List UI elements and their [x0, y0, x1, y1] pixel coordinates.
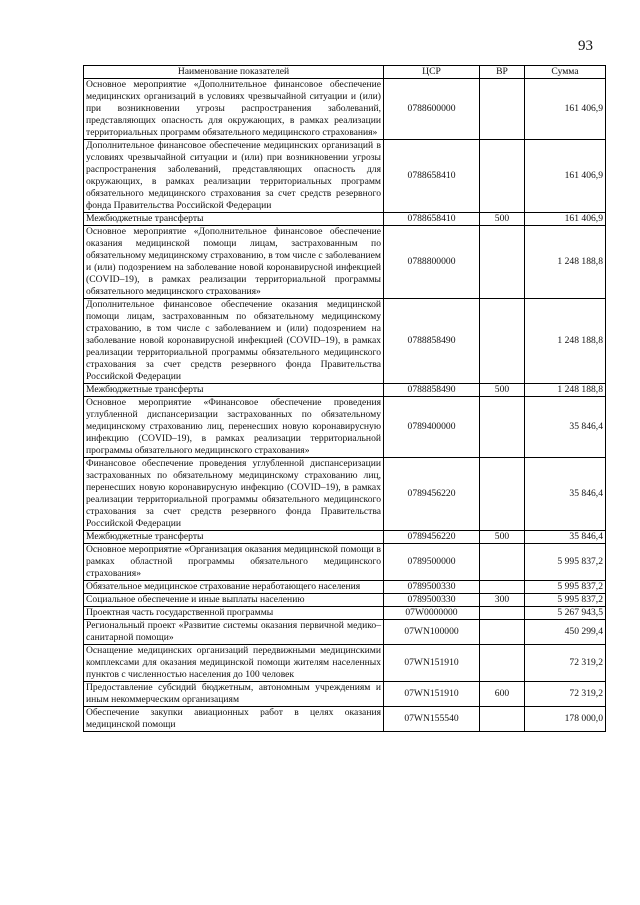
table-row [84, 299, 606, 384]
table-row [84, 458, 606, 531]
cell-csr: 0789500330 [384, 581, 480, 594]
cell-sum: 5 267 943,5 [525, 607, 606, 620]
cell-sum: 35 846,4 [525, 531, 606, 544]
cell-csr: 0788858490 [384, 384, 480, 397]
cell-name: Обязательное медицинское страхование неработающего населения [84, 581, 384, 594]
header-csr: ЦСР [384, 66, 480, 79]
cell-csr: 0788858490 [384, 299, 480, 384]
cell-vr [480, 458, 525, 531]
cell-sum: 178 000,0 [525, 707, 606, 732]
cell-sum: 1 248 188,8 [525, 226, 606, 299]
cell-sum: 450 299,4 [525, 620, 606, 645]
cell-name: Дополнительное финансовое обеспечение медицинских организаций в условиях чрезвычайной ситуации и (или) при возникновении угрозы распространения заболеваний, представляющих опасность для окружающих, в рамках реализации территориальных программ обязательного медицинского страхования за счет средств резервного фонда Правительства Российской Федерации [84, 140, 384, 213]
header-sum: Сумма [525, 66, 606, 79]
table-row [84, 607, 606, 620]
budget-table [83, 65, 606, 732]
cell-vr [480, 544, 525, 581]
cell-name: Межбюджетные трансферты [84, 213, 384, 226]
table-row [84, 397, 606, 458]
cell-vr [480, 707, 525, 732]
cell-csr: 07WN155540 [384, 707, 480, 732]
cell-vr: 500 [480, 384, 525, 397]
cell-vr: 600 [480, 682, 525, 707]
cell-vr: 300 [480, 594, 525, 607]
table-row [84, 594, 606, 607]
cell-name: Проектная часть государственной программы [84, 607, 384, 620]
cell-vr [480, 140, 525, 213]
cell-csr: 0789400000 [384, 397, 480, 458]
cell-vr [480, 645, 525, 682]
cell-name: Межбюджетные трансферты [84, 531, 384, 544]
cell-vr: 500 [480, 213, 525, 226]
table-row [84, 384, 606, 397]
cell-csr: 0789500000 [384, 544, 480, 581]
table-row [84, 620, 606, 645]
cell-sum: 161 406,9 [525, 140, 606, 213]
cell-vr [480, 226, 525, 299]
header-name: Наименование показателей [84, 66, 384, 79]
cell-name: Межбюджетные трансферты [84, 384, 384, 397]
table-row [84, 79, 606, 140]
cell-csr: 0788658410 [384, 213, 480, 226]
cell-vr [480, 581, 525, 594]
cell-name: Основное мероприятие «Организация оказания медицинской помощи в рамках областной программы обязательного медицинского страхования» [84, 544, 384, 581]
cell-sum: 1 248 188,8 [525, 299, 606, 384]
table-row [84, 226, 606, 299]
cell-sum: 161 406,9 [525, 213, 606, 226]
cell-name: Социальное обеспечение и иные выплаты населению [84, 594, 384, 607]
cell-name: Дополнительное финансовое обеспечение оказания медицинской помощи лицам, застрахованным по обязательному медицинскому страхованию, в том числе с заболеванием и (или) подозрением на заболевание новой коронавирусной инфекцией (COVID–19), в рамках реализации территориальной программы обязательного медицинского страхования за счет средств резервного фонда Правительства Российской Федерации [84, 299, 384, 384]
cell-sum: 35 846,4 [525, 397, 606, 458]
cell-csr: 07WN151910 [384, 682, 480, 707]
header-vr: ВР [480, 66, 525, 79]
cell-vr [480, 79, 525, 140]
table-row [84, 581, 606, 594]
cell-name: Предоставление субсидий бюджетным, автономным учреждениям и иным некоммерческим организациям [84, 682, 384, 707]
table-row [84, 213, 606, 226]
table-row [84, 682, 606, 707]
cell-name: Финансовое обеспечение проведения углубленной диспансеризации застрахованных по обязательному медицинскому страхованию лиц, перенесших новую коронавирусную инфекцию (COVID–19), в рамках реализации территориальной программы обязательного медицинского страхования за счет средств резервного фонда Правительства Российской Федерации [84, 458, 384, 531]
cell-vr [480, 299, 525, 384]
cell-sum: 161 406,9 [525, 79, 606, 140]
table-row [84, 645, 606, 682]
cell-name: Оснащение медицинских организаций передвижными медицинскими комплексами для оказания медицинской помощи жителям населенных пунктов с численностью населения до 100 человек [84, 645, 384, 682]
cell-vr [480, 397, 525, 458]
cell-csr: 0789456220 [384, 458, 480, 531]
table-row [84, 544, 606, 581]
cell-vr: 500 [480, 531, 525, 544]
cell-sum: 72 319,2 [525, 682, 606, 707]
cell-vr [480, 607, 525, 620]
cell-sum: 5 995 837,2 [525, 594, 606, 607]
page-number: 93 [578, 38, 593, 54]
cell-name: Основное мероприятие «Дополнительное финансовое обеспечение оказания медицинской помощи лицам, застрахованным по обязательному медицинскому страхованию, в том числе с заболеванием и (или) подозрением на заболевание новой коронавирусной инфекцией (COVID–19), в рамках реализации территориальной программы обязательного медицинского страхования» [84, 226, 384, 299]
cell-vr [480, 620, 525, 645]
cell-sum: 35 846,4 [525, 458, 606, 531]
cell-name: Региональный проект «Развитие системы оказания первичной медико–санитарной помощи» [84, 620, 384, 645]
cell-sum: 5 995 837,2 [525, 581, 606, 594]
cell-name: Обеспечение закупки авиационных работ в целях оказания медицинской помощи [84, 707, 384, 732]
cell-csr: 0789500330 [384, 594, 480, 607]
table-row [84, 707, 606, 732]
cell-csr: 07WN100000 [384, 620, 480, 645]
cell-sum: 1 248 188,8 [525, 384, 606, 397]
cell-name: Основное мероприятие «Дополнительное финансовое обеспечение медицинских организаций в условиях чрезвычайной ситуации и (или) при возникновении угрозы распространения заболеваний, представляющих опасность для окружающих, в рамках реализации территориальных программ обязательного медицинского страхования» [84, 79, 384, 140]
table-row [84, 531, 606, 544]
cell-csr: 0788600000 [384, 79, 480, 140]
table-header-row [84, 66, 606, 79]
cell-csr: 07W0000000 [384, 607, 480, 620]
cell-sum: 72 319,2 [525, 645, 606, 682]
cell-sum: 5 995 837,2 [525, 544, 606, 581]
cell-csr: 0788658410 [384, 140, 480, 213]
cell-name: Основное мероприятие «Финансовое обеспечение проведения углубленной диспансеризации застрахованных по обязательному медицинскому страхованию лиц, перенесших новую коронавирусную инфекцию (COVID–19), в рамках реализации территориальной программы обязательного медицинского страхования» [84, 397, 384, 458]
cell-csr: 07WN151910 [384, 645, 480, 682]
table-row [84, 140, 606, 213]
cell-csr: 0788800000 [384, 226, 480, 299]
cell-csr: 0789456220 [384, 531, 480, 544]
